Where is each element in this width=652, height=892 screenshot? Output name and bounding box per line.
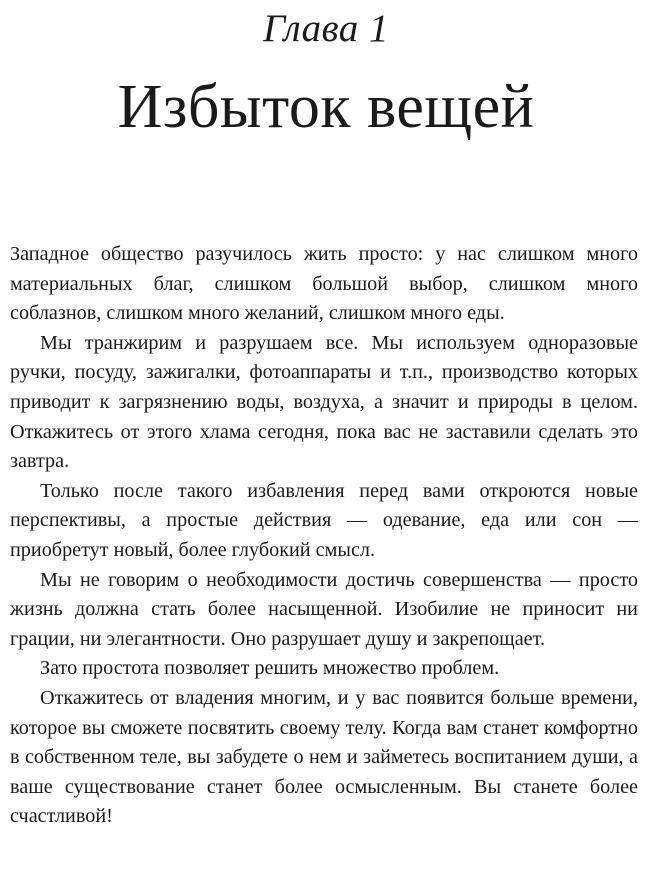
chapter-title: Избыток вещей bbox=[117, 73, 535, 141]
chapter-number: Глава 1 bbox=[262, 7, 389, 50]
paragraph: Западное общество разучилось жить просто: у нас слишком много материальных благ, слишком большой выбор, слишком много соблазнов, слишком много желаний, слишком много еды. bbox=[10, 243, 638, 325]
paragraph: Мы не говорим о необходимости достичь совершенства — просто жизнь должна стать более насыщенной. Изобилие не приносит ни грации, ни элегантности. Оно разрушает душу и закрепощает. bbox=[10, 568, 638, 650]
paragraph: Мы транжирим и разрушаем все. Мы используем одноразовые ручки, посуду, зажигалки, фотоаппараты и т.п., производство которых приводит к загрязнению воды, воздуха, а значит и природы в целом. Откажитесь от этого хлама сегодня, пока вас не заставили сделать это завтра. bbox=[10, 331, 638, 473]
paragraph: Откажитесь от владения многим, и у вас появится больше времени, которое вы сможете посвятить своему телу. Когда вам станет комфортно в собственном теле, вы забудете о нем и займетесь воспитанием души, а ваше существование станет более осмысленным. Вы станете более счастливой! bbox=[10, 686, 638, 828]
chapter-body bbox=[10, 240, 638, 832]
paragraph: Только после такого избавления перед вами откроются новые перспективы, а простые действия — одевание, еда или сон — приобретут новый, более глубокий смысл. bbox=[10, 479, 638, 561]
paragraph: Зато простота позволяет решить множество проблем. bbox=[40, 657, 500, 680]
